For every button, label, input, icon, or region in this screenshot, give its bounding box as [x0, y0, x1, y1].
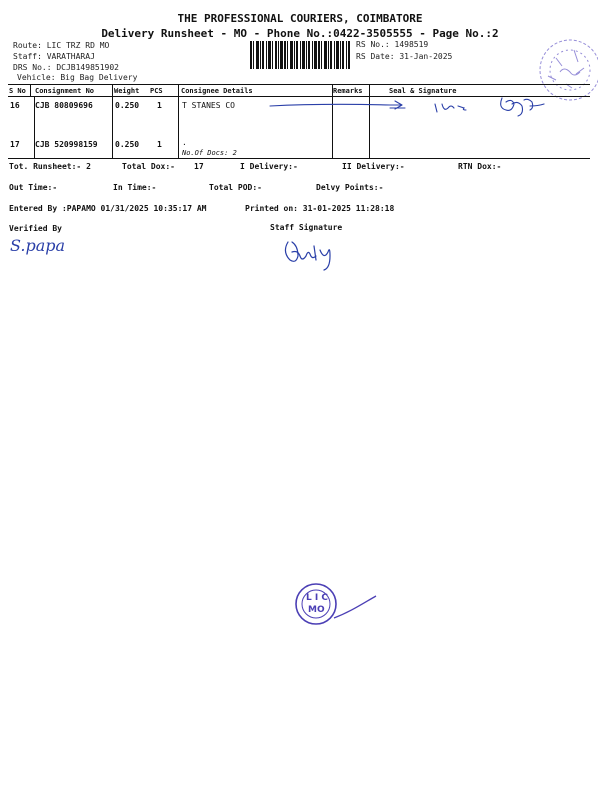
- staff-signature-icon: [280, 236, 344, 276]
- entered-by: Entered By :PAPAMO 01/31/2025 10:35:17 AM: [9, 204, 207, 213]
- i-delivery: I Delivery:-: [240, 162, 298, 171]
- row-doc-count: No.Of Docs: 2: [182, 149, 237, 157]
- row-consignee: .: [182, 138, 187, 147]
- col-header-pcs: PCS: [150, 87, 163, 95]
- col-header-seal-signature: Seal & Signature: [389, 87, 457, 95]
- rs-date: RS Date: 31-Jan-2025: [356, 52, 453, 61]
- svg-text:MO: MO: [308, 605, 325, 615]
- col-header-remarks: Remarks: [333, 87, 363, 95]
- col-header-consignment: Consignment No: [35, 87, 95, 95]
- svg-text:L I C: L I C: [306, 593, 328, 603]
- staff-signature-label: Staff Signature: [270, 223, 343, 232]
- row-consignee: T STANES CO: [182, 101, 235, 110]
- verified-by-label: Verified By: [9, 224, 62, 233]
- row-consignment-no: CJB 520998159: [35, 140, 98, 149]
- mo-stamp-icon: [290, 578, 380, 638]
- row-sno: 16: [10, 101, 20, 110]
- verified-signature: S.papa: [10, 236, 66, 255]
- barcode-icon: [250, 41, 350, 69]
- in-time: In Time:-: [113, 183, 157, 192]
- company-title: THE PROFESSIONAL COURIERS, COIMBATORE: [177, 12, 423, 25]
- rtn-dox: RTN Dox:-: [458, 162, 502, 171]
- runsheet-subtitle: Delivery Runsheet - MO - Phone No.:0422-3505555 - Page No.:2: [101, 27, 499, 40]
- drs-number: DRS No.: DCJB149851902: [13, 63, 119, 72]
- total-pod: Total POD:-: [209, 183, 262, 192]
- col-header-consignee: Consignee Details: [181, 87, 253, 95]
- out-time: Out Time:-: [9, 183, 58, 192]
- row-weight: 0.250: [115, 140, 140, 149]
- tot-runsheet: Tot. Runsheet:- 2: [9, 162, 91, 171]
- rs-number: RS No.: 1498519: [356, 40, 429, 49]
- delivery-pen-mark-icon: [240, 92, 560, 118]
- printed-on: Printed on: 31-01-2025 11:28:18: [245, 204, 395, 213]
- ii-delivery: II Delivery:-: [342, 162, 405, 171]
- row-consignment-no: CJB 80809696: [35, 101, 93, 110]
- total-dox-value: 17: [194, 162, 204, 171]
- route-label: Route: LIC TRZ RD MO: [13, 41, 110, 50]
- col-header-weight: Weight: [114, 87, 140, 95]
- row-weight: 0.250: [115, 101, 140, 110]
- row-sno: 17: [10, 140, 20, 149]
- total-dox-label: Total Dox:-: [122, 162, 175, 171]
- delvy-points: Delvy Points:-: [316, 183, 384, 192]
- row-pcs: 1: [157, 140, 162, 149]
- row-pcs: 1: [157, 101, 162, 110]
- vehicle-label: Vehicle: Big Bag Delivery: [17, 73, 138, 82]
- col-header-sno: S No: [9, 87, 26, 95]
- staff-label: Staff: VARATHARAJ: [13, 52, 95, 61]
